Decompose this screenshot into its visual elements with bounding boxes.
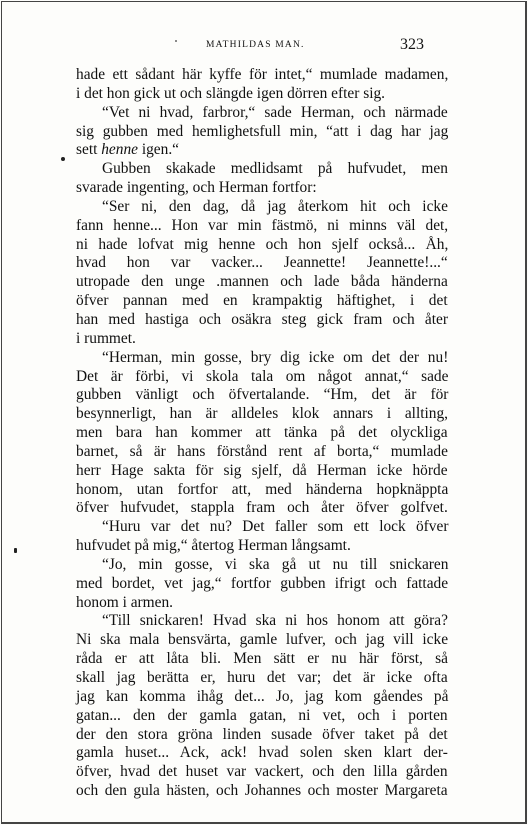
text-line-content: utropade den unge .mannen och lade båda händerna — [76, 273, 448, 291]
page-number: 323 — [400, 36, 424, 53]
text-line-content: “Herman, min gosse, bry dig icke om det der nu! — [102, 348, 449, 366]
running-head — [0, 36, 528, 56]
emphasis: henne — [101, 141, 138, 159]
text-line-content: sig gubben med hemlighetsfull min, “att i dag har jag — [76, 122, 449, 140]
text-line-content: “Till snickaren! Hvad ska ni hos honom att göra? — [102, 612, 448, 630]
text-line-content: besynnerligt, han är alldeles klok annars i allting, — [76, 405, 449, 423]
text-line — [76, 763, 448, 782]
text-line-content: och den gula hästen, och Johannes och moster Margareta — [76, 782, 448, 800]
margin-mark — [61, 157, 65, 161]
text-line — [76, 141, 448, 160]
text-line — [76, 744, 448, 763]
text-line-content: svarade ingenting, och Herman fortfor: — [76, 179, 317, 197]
text-line-continuation: igen.“ — [137, 141, 180, 159]
text-line-content: Ni ska mala bensvärta, gamle lufver, och jag vill icke — [76, 631, 449, 649]
text-line-content: Det är förbi, vi skola tala om något annat,“ sade — [76, 367, 449, 385]
text-line — [76, 66, 448, 85]
text-line — [76, 518, 448, 537]
body-text — [76, 66, 448, 801]
text-line-content: öfver hufvudet, stappla fram och åter öfver golfvet. — [76, 499, 448, 517]
text-line-content: men bara han kommer att tänka på det olyckliga — [76, 424, 448, 442]
text-line-content: gubben vänligt och öfvertalande. “Hm, det är för — [76, 386, 449, 404]
text-line — [76, 726, 448, 745]
text-line-content: honom i armen. — [76, 593, 174, 611]
text-line — [76, 160, 448, 179]
text-line — [76, 386, 448, 405]
text-line-content: skall jag berätta er, huru det var; det är icke ofta — [76, 669, 448, 686]
text-line — [76, 123, 448, 142]
text-line-content: råda er att låta bli. Men sätt er nu här först, så — [76, 650, 448, 668]
running-title: MATHILDAS MAN. — [206, 40, 305, 50]
text-line — [76, 292, 448, 311]
text-line — [76, 631, 448, 650]
text-line — [76, 688, 448, 707]
text-line — [76, 254, 448, 273]
text-line — [76, 217, 448, 236]
text-line-content: hufvudet på mig,“ återtog Herman långsamt. — [76, 537, 351, 555]
text-line — [76, 104, 448, 123]
text-line-content: ni hade lofvat mig henne och hon sjelf också... Åh, — [76, 235, 449, 253]
text-line-content: i rummet. — [76, 329, 136, 347]
text-line — [76, 556, 448, 575]
text-line — [76, 368, 448, 387]
text-line — [76, 405, 448, 424]
text-line-content: öfver, hvad det huset var vackert, och den lilla gården — [76, 763, 448, 781]
text-line-content: gatan... den der gamla gatan, ni vet, och i porten — [76, 706, 448, 724]
text-line-content: honom, utan fortfor att, med händerna hopknäppta — [76, 480, 449, 498]
text-line — [76, 311, 448, 330]
text-line-content: jag kan komma ihåg det... Jo, jag kom gåendes på — [76, 687, 449, 705]
text-line — [76, 669, 448, 688]
text-line — [76, 349, 448, 368]
text-line-content: han med hastiga och osäkra steg gick fram och åter — [76, 310, 448, 328]
text-line — [76, 612, 448, 631]
text-line — [76, 575, 448, 594]
text-line-content: gamla huset... Ack, ack! hvad solen sken klart der- — [76, 744, 448, 762]
text-line-content: sett — [76, 141, 102, 159]
text-line — [76, 481, 448, 500]
text-line — [76, 198, 448, 217]
text-line — [76, 236, 448, 255]
text-line-content: “Huru var det nu? Det faller som ett lock öfver — [102, 518, 449, 536]
text-line-content: fann henne... Hon var min fästmö, ni minns väl det, — [76, 216, 449, 234]
text-line — [76, 273, 448, 292]
text-line — [76, 499, 448, 518]
text-line-content: herr Hage sakta för sig sjelf, då Herman icke hörde — [76, 461, 448, 479]
text-line-content: barnet, så är hans förstånd rent af borta,“ mumlade — [76, 442, 448, 460]
text-line — [76, 179, 448, 198]
text-line-content: med bordet, vet jag,“ fortfor gubben ifrigt och fattade — [76, 574, 449, 592]
text-line — [76, 650, 448, 669]
text-line — [76, 330, 448, 349]
text-line-content: Gubben skakade medlidsamt på hufvudet, men — [102, 160, 448, 178]
text-line — [76, 782, 448, 801]
text-line — [76, 424, 448, 443]
text-line-content: öfver pannan med en krampaktig häftighet, i det — [76, 292, 448, 310]
text-line-content: hvad hon var vacker... Jeannette! Jeannette!...“ — [76, 254, 448, 272]
text-line — [76, 537, 448, 556]
text-line-content: hade ett sådant här kyffe för intet,“ mumlade madamen, — [76, 66, 449, 83]
text-line-content: “Vet ni hvad, farbror,“ sade Herman, och närmade — [102, 103, 448, 121]
text-line — [76, 707, 448, 726]
text-line — [76, 462, 448, 481]
text-line-content: der den stora gröna linden susade öfver taket på det — [76, 725, 448, 743]
margin-mark — [14, 548, 17, 553]
text-line — [76, 443, 448, 462]
text-line-content: i det hon gick ut och slängde igen dörren efter sig. — [76, 84, 386, 102]
text-line-content: “Ser ni, den dag, då jag återkom hit och icke — [102, 197, 448, 215]
text-line-content: “Jo, min gosse, vi ska gå ut nu till snickaren — [102, 555, 449, 573]
text-line — [76, 85, 448, 104]
text-line — [76, 594, 448, 613]
